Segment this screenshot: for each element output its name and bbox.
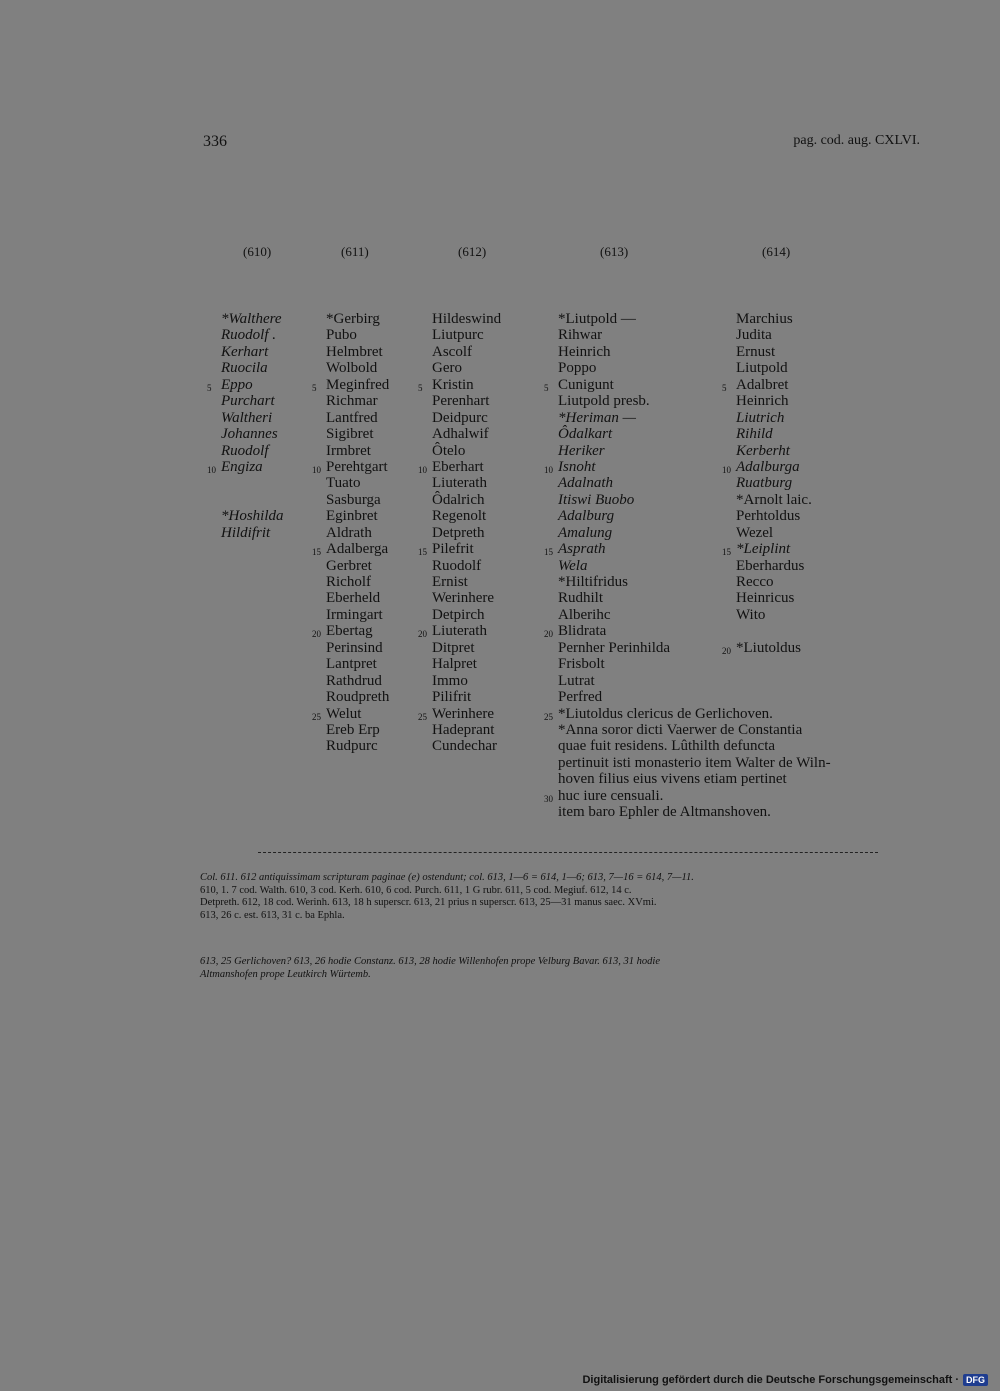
entry-text: Ôtelo	[432, 442, 466, 459]
entry-text: *Arnolt laic.	[736, 491, 812, 508]
name-entry	[432, 640, 501, 656]
entry-text: Ascolf	[432, 343, 472, 360]
note-line: Detpreth. 612, 18 cod. Werinh. 613, 18 h superscr. 613, 21 prius n superscr. 613, 25—31 manus saec. XVmi.	[200, 897, 657, 908]
name-entry	[312, 376, 390, 393]
name-entry	[432, 360, 501, 376]
entry-text: *Walthere	[221, 311, 282, 327]
name-entry	[418, 541, 501, 558]
entry-text: Wolbold	[326, 360, 378, 377]
name-entry	[558, 656, 831, 672]
entry-text: Heinrich	[558, 343, 611, 360]
entry-text: Kerhart	[221, 343, 269, 360]
entry-text: Heinrich	[736, 393, 789, 410]
name-entry	[736, 327, 812, 343]
name-entry	[736, 574, 812, 590]
name-entry	[736, 360, 812, 376]
entry-text: Cunigunt	[558, 376, 614, 393]
entry-text: Aldrath	[326, 524, 372, 541]
name-entry	[221, 360, 284, 376]
entry-text: Lutrat	[558, 672, 595, 689]
name-entry	[736, 492, 812, 508]
name-entry	[221, 311, 284, 327]
name-entry	[312, 458, 389, 475]
entry-text: Eberhardus	[736, 557, 805, 574]
entry-text: Ebertag	[326, 623, 373, 640]
name-entry	[221, 426, 284, 442]
entry-text: Recco	[736, 574, 774, 590]
entry-text: Ôdalkart	[558, 426, 613, 443]
separator-rule	[258, 852, 878, 853]
entry-text: *Heriman —	[558, 409, 636, 426]
name-entry	[736, 607, 812, 623]
line-number: 5	[418, 382, 423, 393]
name-entry	[432, 475, 501, 491]
entry-text: Judita	[736, 327, 772, 344]
name-entry	[432, 738, 501, 754]
name-entry	[221, 393, 284, 409]
entry-text: Cundechar	[432, 738, 497, 755]
note-line: 613, 25 Gerlichoven? 613, 26 hodie Constanz. 613, 28 hodie Willenhofen prope Velburg Bavar. 613, 31 hodie	[200, 956, 661, 967]
name-entry	[558, 722, 831, 738]
entry-text: Werinhere	[432, 705, 495, 722]
entry-text: Itiswi Buobo	[558, 491, 635, 508]
name-entry	[207, 376, 284, 393]
line-number: 5	[312, 382, 317, 393]
name-entry	[326, 607, 389, 623]
name-entry	[432, 574, 501, 590]
line-number: 15	[722, 547, 731, 558]
name-entry	[736, 311, 812, 327]
entry-text: Ditpret	[432, 639, 475, 656]
entry-text: Pilifrit	[432, 689, 472, 706]
line-number: 10	[207, 464, 216, 475]
line-number: 10	[312, 464, 321, 475]
entry-text: Liutpurc	[432, 327, 484, 344]
entry-text: Adalberga	[326, 541, 389, 558]
entry-text: *Hoshilda	[221, 508, 284, 525]
name-entry	[722, 458, 812, 475]
entry-text: Lantpret	[326, 656, 377, 673]
entry-text: Detpreth	[432, 524, 485, 541]
entry-text: Amalung	[558, 524, 613, 541]
entry-text: Ruodolf	[221, 442, 269, 459]
column-header-613: (613)	[600, 244, 629, 259]
entry-text: Perenhart	[432, 393, 490, 410]
name-entry	[736, 558, 812, 574]
entry-text: Asprath	[558, 541, 606, 558]
name-entry	[418, 376, 501, 393]
line-number: 15	[312, 547, 321, 558]
entry-text: Eppo	[221, 376, 253, 393]
name-entry	[418, 623, 501, 640]
line-number: 20	[312, 629, 321, 640]
entry-text: Hildifrit	[221, 524, 271, 541]
entry-text: Adalburg	[558, 508, 615, 525]
entry-text: *Gerbirg	[326, 311, 380, 327]
column-header-612: (612)	[458, 244, 487, 259]
entry-text: Eberheld	[326, 590, 381, 607]
entry-text: Heinricus	[736, 590, 795, 607]
entry-text: Ruodolf .	[221, 327, 276, 344]
page-number: 336	[203, 133, 227, 150]
line-number: 30	[544, 793, 553, 804]
entry-text: Heriker	[558, 442, 605, 459]
entry-text: Marchius	[736, 311, 793, 327]
entry-text: Rihwar	[558, 327, 603, 344]
entry-text: Rudhilt	[558, 590, 604, 607]
name-entry	[558, 738, 831, 754]
entry-text: Alberihc	[558, 606, 611, 623]
note-line: 610, 1. 7 cod. Walth. 610, 3 cod. Kerh. 610, 6 cod. Purch. 611, 1 G rubr. 611, 5 cod. Megiuf. 612, 14 c.	[200, 884, 632, 896]
entry-text: quae fuit residens. Lûthilth defuncta	[558, 738, 776, 755]
line-number: 10	[544, 464, 553, 475]
name-entry	[736, 393, 812, 409]
line-number: 15	[544, 547, 553, 558]
entry-text: Ruodolf	[432, 557, 482, 574]
name-entry	[432, 426, 501, 442]
line-number: 25	[418, 711, 427, 722]
entry-text: *Liutoldus	[736, 639, 802, 656]
name-entry	[432, 508, 501, 524]
entry-text: Perehtgart	[326, 458, 388, 475]
entry-text: Hildeswind	[432, 311, 502, 327]
name-entry	[221, 508, 284, 524]
entry-text: Immo	[432, 672, 468, 689]
name-entry	[558, 755, 831, 771]
entry-text: Eginbret	[326, 508, 378, 525]
entry-text: Gerbret	[326, 557, 372, 574]
column-612	[418, 311, 502, 755]
name-entry	[312, 541, 389, 558]
entry-text: Liuterath	[432, 623, 487, 640]
column-header-611: (611)	[341, 244, 369, 259]
entry-text: Liutrich	[736, 409, 785, 426]
entry-text: Halpret	[432, 656, 477, 673]
name-entry	[736, 525, 812, 541]
column-header-610: (610)	[243, 244, 272, 259]
footer-credit	[582, 1374, 988, 1386]
entry-text: Ruocila	[221, 360, 268, 377]
name-entry	[736, 443, 812, 459]
entry-text: Richolf	[326, 574, 371, 590]
entry-text: Pernher Perinhilda	[558, 639, 671, 656]
entry-text: Adhalwif	[432, 426, 489, 443]
entry-text: *Liutpold —	[558, 311, 636, 327]
name-entry	[326, 410, 389, 426]
name-entry	[736, 508, 812, 524]
entry-text: Irmingart	[326, 606, 383, 623]
name-entry	[326, 689, 389, 705]
line-number: 10	[722, 464, 731, 475]
name-entry	[418, 458, 501, 475]
name-entry	[326, 558, 389, 574]
footer-text: Digitalisierung gefördert durch die Deutsche Forschungsgemeinschaft ·	[582, 1374, 959, 1386]
entry-text: Meginfred	[326, 376, 390, 393]
name-entry	[221, 410, 284, 426]
name-entry	[221, 443, 284, 459]
entry-text: Hadeprant	[432, 721, 495, 738]
entry-text: Wito	[736, 606, 766, 623]
entry-text: Blidrata	[558, 623, 607, 640]
line-number: 5	[544, 382, 549, 393]
name-entry	[722, 541, 812, 558]
entry-text: Adalbret	[736, 376, 789, 393]
note-line: Altmanshofen prope Leutkirch Würtemb.	[200, 968, 371, 980]
entry-text: Regenolt	[432, 508, 487, 525]
entry-text: huc iure censuali.	[558, 787, 664, 804]
entry-text: Pubo	[326, 327, 357, 344]
entry-text: Ruatburg	[736, 475, 793, 492]
name-entry	[221, 344, 284, 360]
name-entry	[326, 443, 389, 459]
name-entry	[326, 393, 389, 409]
entry-text: *Liutoldus clericus de Gerlichoven.	[558, 705, 773, 722]
entry-text: Ernust	[736, 343, 776, 360]
column-header-614: (614)	[762, 244, 791, 259]
entry-text: pertinuit isti monasterio item Walter de Wiln-	[558, 754, 831, 771]
name-entry	[326, 574, 389, 590]
entry-text: Richmar	[326, 393, 378, 410]
name-entry	[326, 311, 389, 327]
name-entry	[326, 656, 389, 672]
dfg-logo: DFG	[963, 1374, 988, 1386]
name-entry	[558, 804, 831, 820]
name-entry	[432, 311, 501, 327]
entry-text: Deidpurc	[432, 409, 488, 426]
entry-text: Isnoht	[558, 458, 596, 475]
name-entry	[432, 656, 501, 672]
name-entry	[326, 673, 389, 689]
entry-text: Rihild	[736, 426, 773, 443]
name-entry	[418, 705, 501, 722]
entry-text: Liutpold presb.	[558, 393, 650, 410]
name-entry	[736, 623, 812, 639]
name-entry	[326, 590, 389, 606]
entry-text: Tuato	[326, 475, 361, 492]
entry-text: Sigibret	[326, 426, 374, 443]
entry-text: Ôdalrich	[432, 491, 485, 508]
line-number: 5	[207, 382, 212, 393]
name-entry	[432, 327, 501, 343]
line-number: 5	[722, 382, 727, 393]
name-entry	[736, 410, 812, 426]
entry-text: Wezel	[736, 524, 774, 541]
entry-text: Engiza	[221, 458, 263, 475]
name-entry	[326, 640, 389, 656]
entry-text: Detpirch	[432, 606, 485, 623]
name-entry	[432, 673, 501, 689]
name-entry	[326, 525, 389, 541]
name-entry	[326, 475, 389, 491]
entry-text: *Leiplint	[736, 541, 791, 558]
entry-text: Kerberht	[736, 442, 790, 459]
line-number: 25	[312, 711, 321, 722]
column-611	[312, 311, 390, 755]
name-entry	[207, 458, 284, 475]
entry-text: Rathdrud	[326, 672, 382, 689]
line-number: 10	[418, 464, 427, 475]
entry-text: Perhtoldus	[736, 508, 801, 525]
line-number: 20	[544, 629, 553, 640]
entry-text: Ereb Erp	[326, 721, 380, 738]
name-entry	[221, 525, 284, 541]
name-entry	[221, 475, 284, 491]
name-entry	[736, 344, 812, 360]
name-entry	[432, 722, 501, 738]
entry-text: Perfred	[558, 689, 603, 706]
column-614	[722, 311, 812, 656]
column-610	[207, 311, 284, 541]
name-entry	[432, 689, 501, 705]
name-entry	[558, 689, 831, 705]
name-entry	[326, 327, 389, 343]
entry-text: Gero	[432, 360, 462, 377]
note-line: 613, 26 c. est. 613, 31 c. ba Ephla.	[200, 909, 345, 921]
entry-text: Sasburga	[326, 491, 381, 508]
name-entry	[432, 607, 501, 623]
name-entry	[544, 787, 831, 804]
name-entry	[432, 410, 501, 426]
entry-text: Werinhere	[432, 590, 495, 607]
name-entry	[432, 492, 501, 508]
name-entry	[312, 623, 389, 640]
entry-text: Roudpreth	[326, 689, 390, 706]
entry-text: Perinsind	[326, 639, 383, 656]
name-entry	[221, 327, 284, 343]
name-entry	[736, 475, 812, 491]
entry-text: Kristin	[432, 376, 474, 393]
name-entry	[736, 590, 812, 606]
entry-text: Welut	[326, 705, 362, 722]
entry-text: Liuterath	[432, 475, 487, 492]
name-entry	[722, 376, 812, 393]
note-line: Col. 611. 612 antiquissimam scripturam paginae (e) ostendunt; col. 613, 1—6 = 614, 1—6; 613, 7—16 = 614, 7—11.	[200, 872, 694, 883]
entry-text: Waltheri	[221, 409, 273, 426]
name-entry	[432, 558, 501, 574]
entry-text: item baro Ephler de Altmanshoven.	[558, 804, 771, 821]
name-entry	[221, 492, 284, 508]
entry-text: Helmbret	[326, 343, 383, 360]
entry-text: Frisbolt	[558, 656, 605, 673]
name-entry	[432, 590, 501, 606]
name-entry	[312, 705, 389, 722]
line-number: 20	[418, 629, 427, 640]
entry-text: Liutpold	[736, 360, 788, 377]
entry-text: Lantfred	[326, 409, 378, 426]
entry-text: *Hiltifridus	[558, 574, 628, 590]
entry-text: hoven filius eius vivens etiam pertinet	[558, 771, 787, 788]
name-entry	[432, 443, 501, 459]
name-entry	[558, 771, 831, 787]
name-entry	[326, 738, 389, 754]
line-number: 15	[418, 547, 427, 558]
running-head: pag. cod. aug. CXLVI.	[793, 133, 920, 148]
name-entry	[544, 705, 831, 722]
entry-text: Rudpurc	[326, 738, 378, 755]
entry-text: *Anna soror dicti Vaerwer de Constantia	[558, 721, 803, 738]
entry-text: Irmbret	[326, 442, 371, 459]
name-entry	[736, 426, 812, 442]
entry-text: Purchart	[221, 393, 275, 410]
entry-text: Adalnath	[558, 475, 613, 492]
name-entry	[326, 426, 389, 442]
entry-text: Eberhart	[432, 458, 484, 475]
line-number: 25	[544, 711, 553, 722]
name-entry	[326, 508, 389, 524]
critical-apparatus	[200, 872, 918, 922]
name-entry	[326, 344, 389, 360]
name-entry	[326, 492, 389, 508]
name-entry	[432, 344, 501, 360]
entry-text: Johannes	[221, 426, 278, 443]
entry-text: Pilefrit	[432, 541, 474, 558]
entry-text: Adalburga	[736, 458, 800, 475]
entry-text: Wela	[558, 557, 588, 574]
line-number: 20	[722, 645, 731, 656]
name-entry	[326, 722, 389, 738]
name-entry	[432, 393, 501, 409]
name-entry	[432, 525, 501, 541]
entry-text: Ernist	[432, 574, 468, 590]
name-entry	[326, 360, 389, 376]
commentary-notes	[200, 956, 918, 981]
name-entry	[722, 639, 812, 656]
entry-text: Poppo	[558, 360, 597, 377]
name-entry	[558, 673, 831, 689]
